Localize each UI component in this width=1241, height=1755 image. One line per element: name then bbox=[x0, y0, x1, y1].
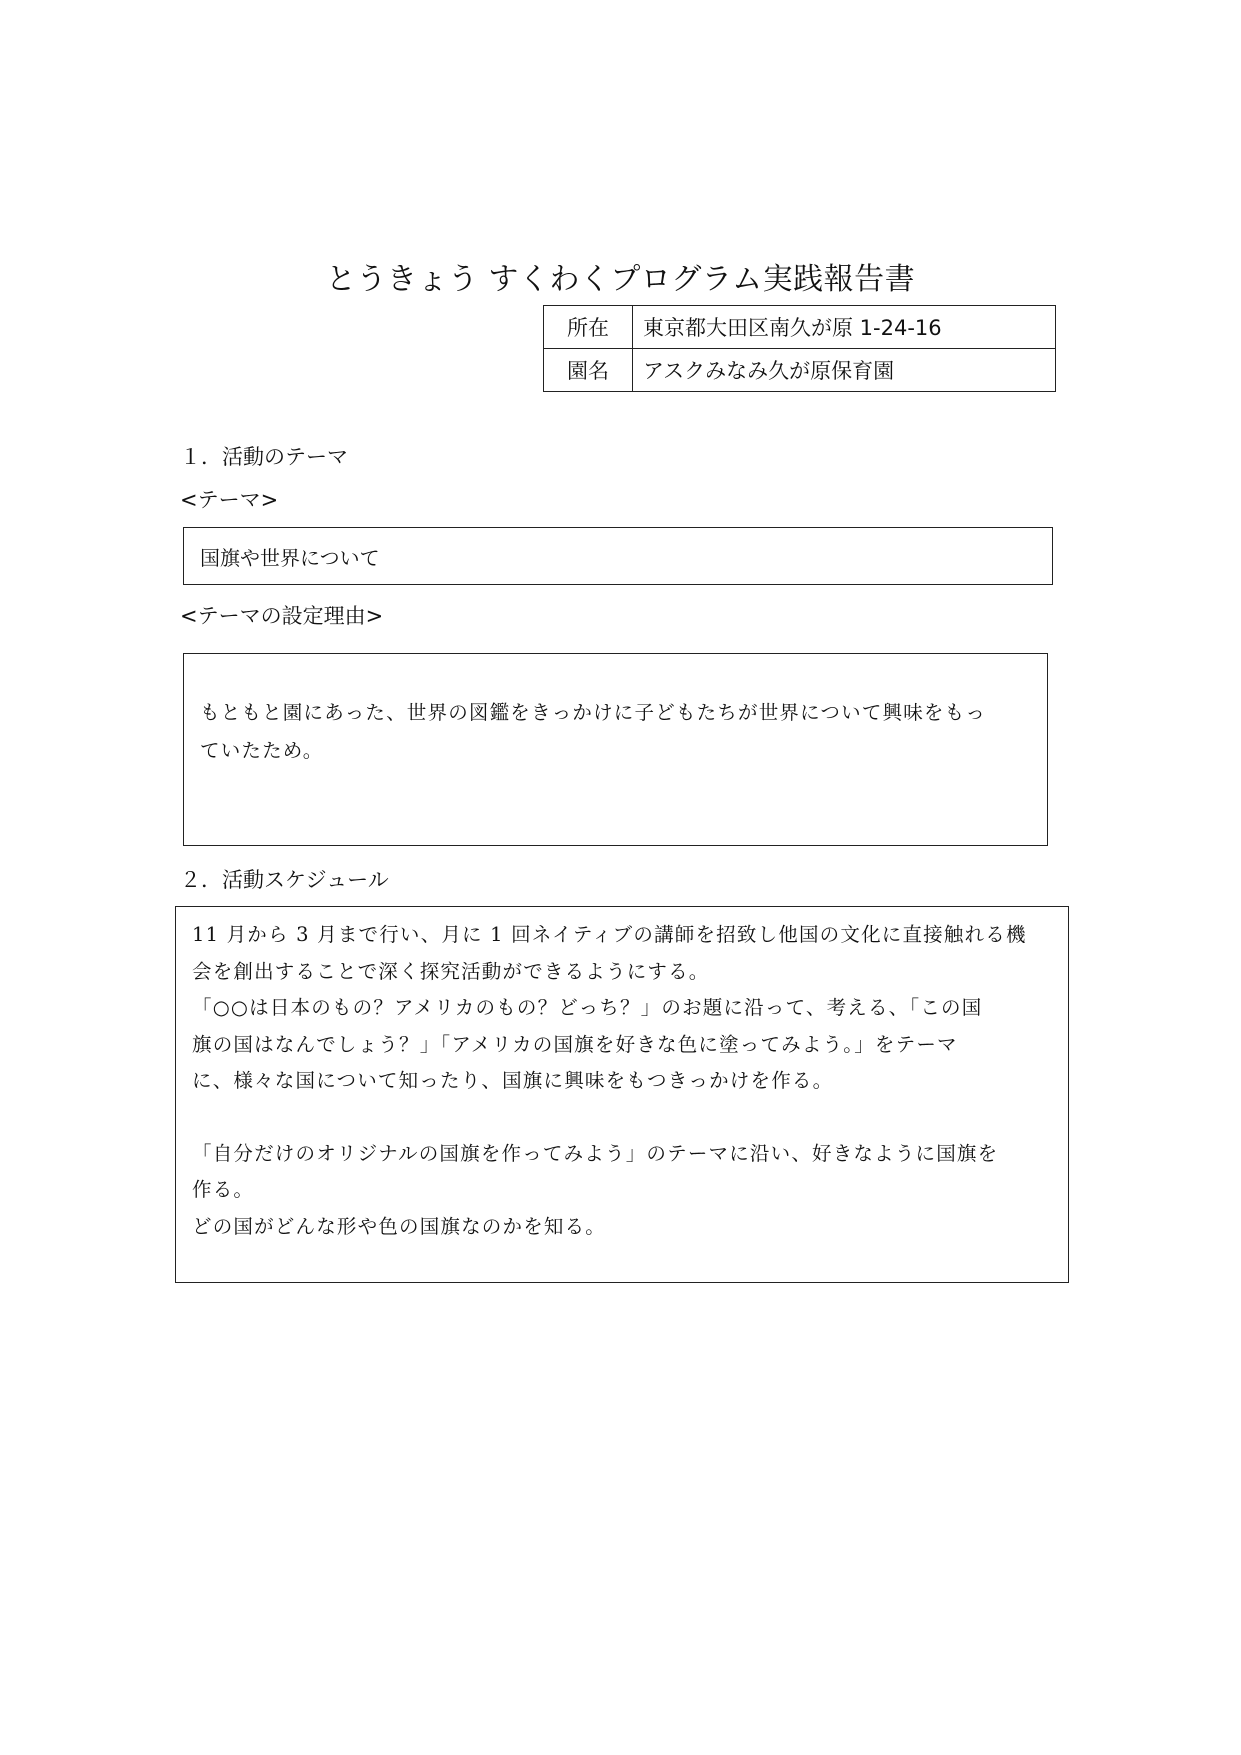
page-title: とうきょう すくわくプログラム実践報告書 bbox=[325, 262, 916, 297]
schedule-text bbox=[192, 917, 1027, 1245]
schedule-line: 作る。 bbox=[192, 1178, 255, 1201]
location-label: 所在 bbox=[544, 306, 633, 349]
reason-text bbox=[200, 694, 986, 770]
facility-name-value: アスクみなみ久が原保育園 bbox=[633, 349, 1056, 392]
section2-heading: ２．活動スケジュール bbox=[180, 868, 389, 892]
schedule-line: に、様々な国について知ったり、国旗に興味をもつきっかけを作る。 bbox=[192, 1069, 834, 1092]
facility-info-table bbox=[543, 305, 1056, 392]
facility-name-label: 園名 bbox=[544, 349, 633, 392]
schedule-line: 「○○は日本のもの？アメリカのもの？どっち？」のお題に沿って、考える、「この国 bbox=[192, 996, 983, 1019]
reason-line: ていたため。 bbox=[200, 739, 324, 762]
schedule-line: 11 月から 3 月まで行い、月に 1 回ネイティブの講師を招致し他国の文化に直接触れる機 bbox=[192, 923, 1027, 946]
theme-label: <テーマ> bbox=[180, 488, 279, 512]
schedule-line: 会を創出することで深く探究活動ができるようにする。 bbox=[192, 959, 710, 983]
reason-label: <テーマの設定理由> bbox=[180, 604, 384, 628]
location-row bbox=[544, 306, 1056, 349]
location-value: 東京都大田区南久が原 1-24-16 bbox=[633, 306, 1056, 349]
schedule-line: 「自分だけのオリジナルの国旗を作ってみよう」のテーマに沿い、好きなように国旗を bbox=[192, 1141, 999, 1165]
section1-heading: １．活動のテーマ bbox=[180, 445, 348, 469]
facility-name-row bbox=[544, 349, 1056, 392]
theme-box bbox=[183, 527, 1053, 585]
theme-text: 国旗や世界について bbox=[200, 546, 380, 570]
paragraph-spacer bbox=[192, 1100, 1027, 1136]
reason-line: もともと園にあった、世界の図鑑をきっかけに子どもたちが世界について興味をもっ bbox=[200, 701, 987, 724]
schedule-box bbox=[175, 906, 1069, 1283]
schedule-line: 旗の国はなんでしょう？」「アメリカの国旗を好きな色に塗ってみよう。」をテーマ bbox=[192, 1032, 958, 1056]
reason-box bbox=[183, 653, 1048, 846]
schedule-line: どの国がどんな形や色の国旗なのかを知る。 bbox=[192, 1214, 607, 1238]
